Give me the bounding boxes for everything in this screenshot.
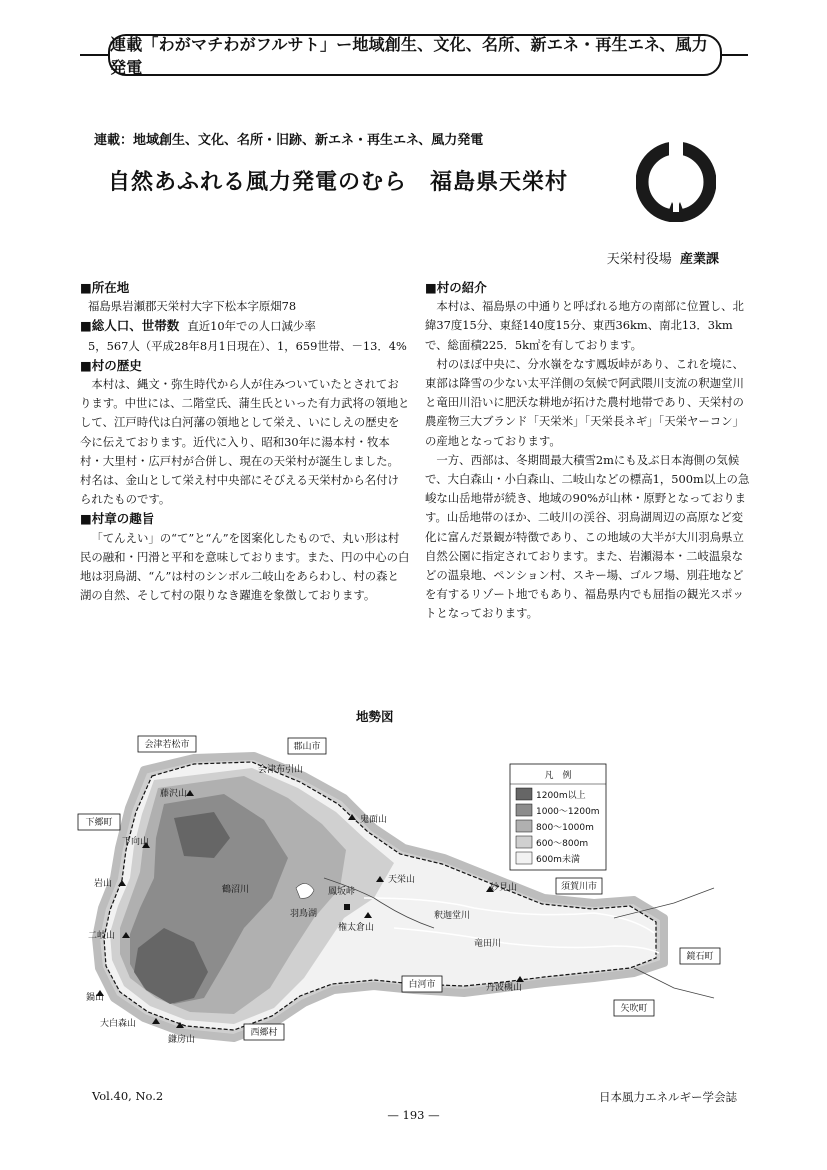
- label-tanbatsuki: 丹波槻山: [486, 983, 523, 993]
- legend-swatch: [516, 788, 532, 800]
- location-heading: ■所在地: [80, 280, 130, 295]
- label-hatori: 羽鳥湖: [290, 909, 318, 919]
- label-iwayama: 岩山: [94, 879, 113, 889]
- label-sukagawa: 須賀川市: [560, 882, 598, 892]
- population-note: 直近10年での人口減少率: [187, 319, 316, 334]
- intro-paragraph-1: 本村は、福島県の中通りと呼ばれる地方の南部に位置し、北緯37度15分、東経140度15分、東西36km、南北13．3kmで、総面積225．5k㎡を有しております。: [425, 299, 744, 352]
- label-gontagura: 権太倉山: [338, 923, 375, 933]
- village-emblem-logo: [636, 142, 716, 222]
- label-kamenoyama: 鬼面山: [360, 815, 388, 825]
- map-legend: [510, 764, 606, 870]
- terrain-map: [74, 728, 754, 1058]
- label-aizu: 会津若松市: [144, 740, 190, 750]
- series-banner-text: 連載「わがマチわがフルサト」ー地域創生、文化、名所、新エネ・再生エネ、風力発電: [110, 35, 708, 77]
- label-nishigo: 西郷村: [250, 1028, 278, 1038]
- footer-volume: Vol.40, No.2: [92, 1089, 164, 1103]
- label-koriyama: 郡山市: [293, 742, 321, 752]
- header-rule-left: [80, 54, 110, 56]
- author-line: [607, 248, 719, 267]
- legend-swatch: [516, 804, 532, 816]
- label-myoken: 妙見山: [490, 883, 518, 893]
- label-tatsuta: 竜田川: [474, 939, 502, 949]
- article-title: 自然あふれる風力発電のむら 福島県天栄村: [108, 170, 569, 195]
- series-banner: [108, 34, 722, 76]
- left-column: [80, 278, 410, 605]
- legend-label: 600m未満: [536, 855, 580, 865]
- right-column: [425, 278, 750, 624]
- map-title: 地勢図: [356, 709, 394, 724]
- label-kagamiishi: 鏡石町: [686, 952, 714, 962]
- label-kama: 鎌房山: [168, 1035, 196, 1045]
- population-heading: [80, 316, 410, 336]
- intro-heading: ■村の紹介: [425, 280, 487, 295]
- label-tenei: 天栄山: [388, 875, 416, 885]
- legend-swatch: [516, 852, 532, 864]
- label-tsurunuma: 鶴沼川: [222, 885, 250, 895]
- article-series: 連載：地域創生、文化、名所・旧跡、新エネ・再生エネ、風力発電: [94, 133, 484, 148]
- emblem-text: 「てんえい」の“て”と“ん”を図案化したもので、丸い形は村民の融和・円滑と平和を意味しております。また、円の中心の白地は羽鳥湖、“ん”は村のシンボル二岐山をあらわし、村の森と湖の自然、そして村の限りなき躍進を象徴しております。: [80, 530, 410, 603]
- legend-label: 1000～1200m: [536, 807, 600, 817]
- label-shimomukai: 下向山: [122, 837, 150, 847]
- label-yabuki: 矢吹町: [620, 1004, 648, 1014]
- emblem-heading: ■村章の趣旨: [80, 511, 155, 527]
- label-aizununobiki: 会津布引山: [258, 765, 304, 775]
- label-nabe: 鍋山: [86, 993, 105, 1003]
- author-org: 天栄村役場: [606, 252, 672, 267]
- population-text: 5，567人（平成28年8月1日現在）、1，659世帯、－13．4%: [88, 338, 407, 353]
- label-ohshiromori: 大白森山: [100, 1019, 137, 1029]
- author-dept: 産業課: [679, 252, 719, 267]
- label-ohtori: 鳳坂峠: [328, 887, 356, 897]
- page-number: — 193 —: [387, 1108, 440, 1122]
- legend-label: 800～1000m: [536, 823, 594, 833]
- label-shirakawa: 白河市: [408, 980, 436, 990]
- legend-swatch: [516, 820, 532, 832]
- intro-paragraph-3: 一方、西部は、冬期間最大積雪2mにも及ぶ日本海側の気候で、大白森山・小白森山、二岐山などの標高1，500m以上の急峻な山岳地帯が続き、地域の90%が山林・原野となっております。山岳地帯のほか、二岐川の渓谷、羽鳥湖周辺の高原など変化に富んだ景観が特徴であり、この地域の大半が大川羽鳥県立自然公園に指定されております。また、岩瀬湯本・二岐温泉などの温泉地、ペンション村、スキー場、ゴルフ場、別荘地などを有するリゾート地でもあり、福島県内でも屈指の観光スポットとなっております。: [425, 452, 750, 621]
- location-text: 福島県岩瀬郡天栄村大字下松本字原畑78: [88, 299, 297, 314]
- label-fujisawa: 藤沢山: [160, 789, 188, 799]
- history-text: 本村は、縄文・弥生時代から人が住みついていたとされております。中世には、二階堂氏、蒲生氏といった有力武将の領地として、江戸時代は白河藩の領地として栄え、いにしえの歴史を今に伝えております。近代に入り、昭和30年に湯本村・牧本村・大里村・広戸村が合併し、現在の天栄村が誕生しました。村名は、金山として栄え村中央部にそびえる天栄村から名付けられたものです。: [80, 377, 410, 507]
- legend-swatch: [516, 836, 532, 848]
- label-shakado: 釈迦堂川: [434, 911, 471, 921]
- legend-title: 凡 例: [544, 771, 572, 781]
- legend-label: 600～800m: [536, 839, 589, 849]
- header-rule-right: [718, 54, 748, 56]
- intro-paragraph-2: 村のほぼ中央に、分水嶺をなす鳳坂峠があり、これを境に、東部は降雪の少ない太平洋側の気候で阿武隈川支流の釈迦堂川と竜田川沿いに肥沃な耕地が拓けた農村地帯であり、天栄村の農産物三大ブランド「天栄米」「天栄長ネギ」「天栄ヤーコン」の産地となっております。: [425, 356, 744, 448]
- pass-ohtori-marker: [344, 904, 350, 910]
- label-shimogo: 下郷町: [85, 818, 113, 828]
- label-futamata: 二岐山: [88, 931, 116, 941]
- history-heading: ■村の歴史: [80, 357, 142, 373]
- footer-journal: 日本風力エネルギー学会誌: [599, 1090, 737, 1104]
- population-heading-label: ■総人口、世帯数: [80, 318, 180, 334]
- legend-label: 1200m以上: [536, 791, 586, 801]
